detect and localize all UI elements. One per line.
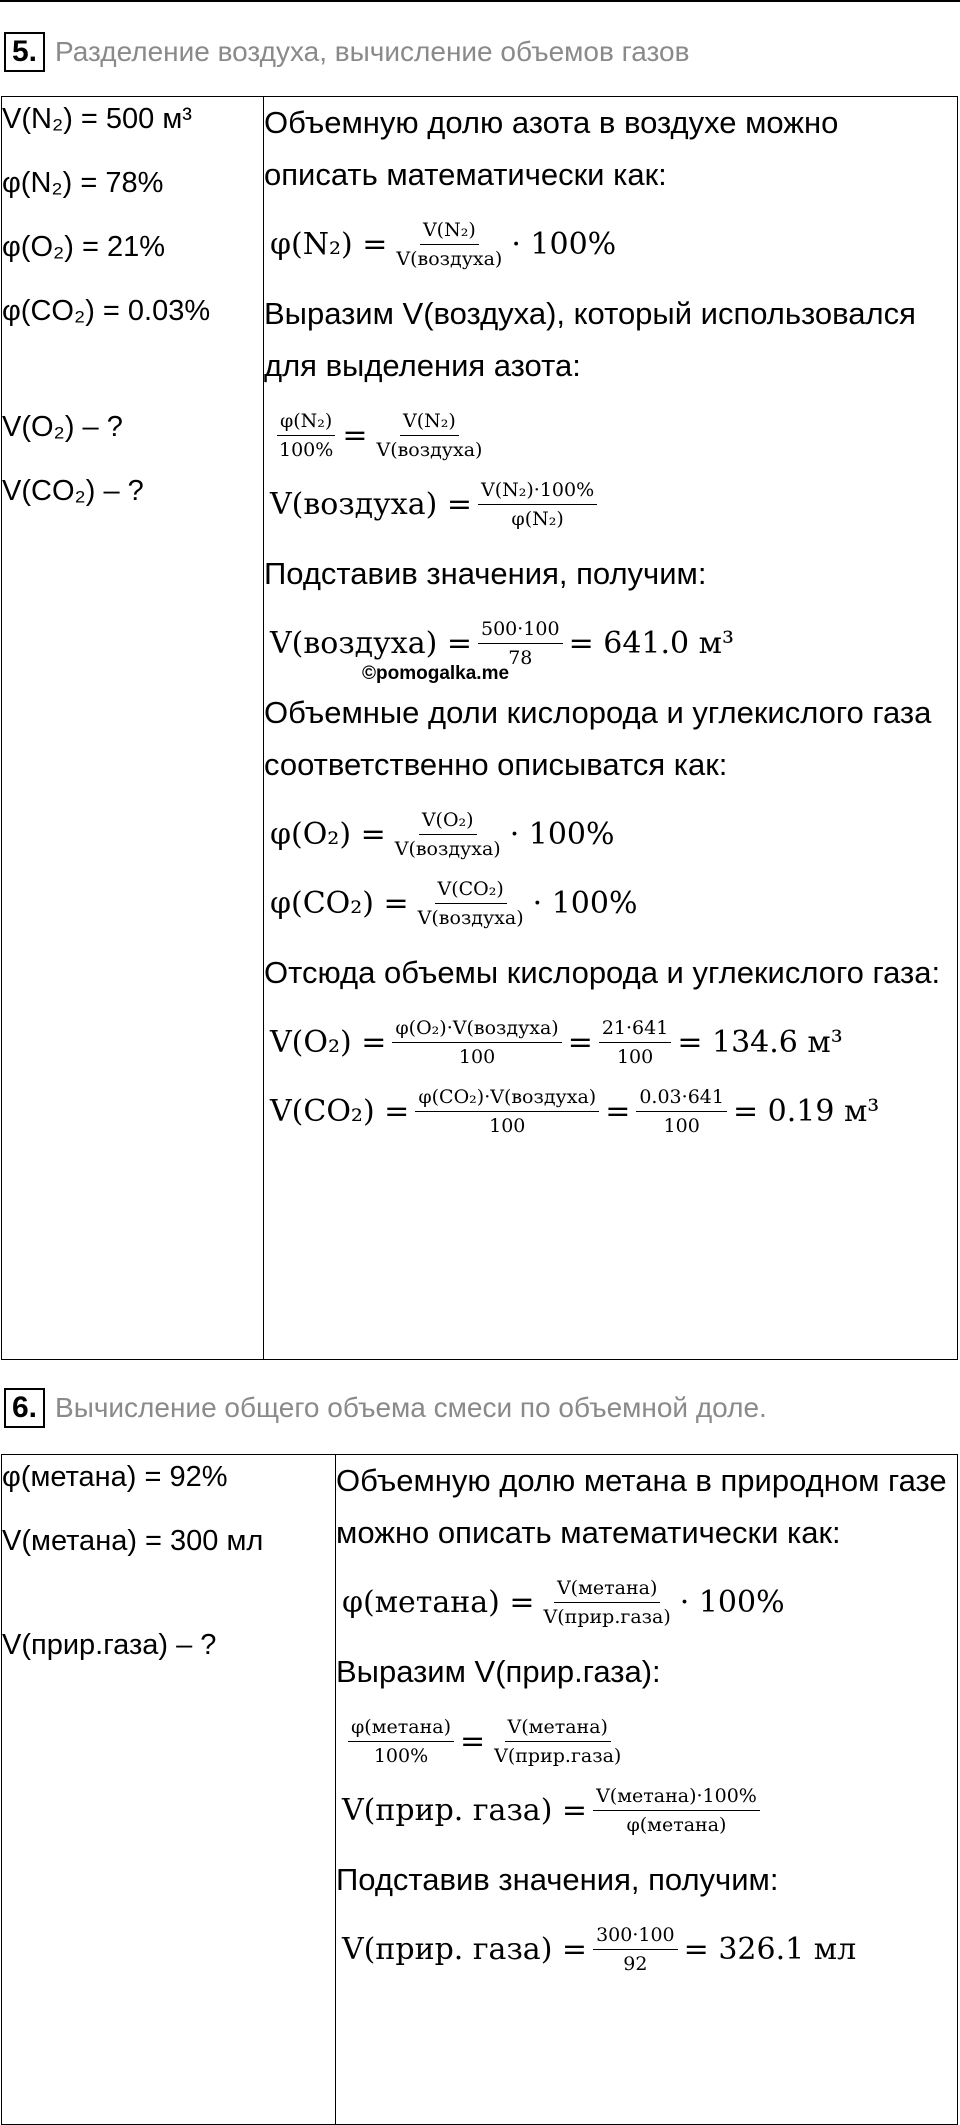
fraction [393, 219, 505, 270]
section-6-header [4, 1384, 767, 1432]
formula-rhs: · 100% [532, 886, 638, 921]
given-item: φ(O₂) = 21% [2, 231, 166, 263]
fraction [478, 618, 563, 669]
fraction [593, 1785, 760, 1836]
watermark: ©pomogalka.me [362, 663, 510, 684]
formula [270, 410, 957, 461]
numerator: 500·100 [478, 618, 563, 644]
equals-sign: = [342, 418, 368, 453]
formula [342, 1716, 957, 1767]
solution-text: Подставив значения, получим: [264, 556, 707, 591]
given-item: V(метана) = 300 мл [2, 1525, 264, 1557]
denominator: 100% [373, 1745, 429, 1767]
denominator: V(воздуха) [396, 248, 503, 270]
fraction [478, 479, 597, 530]
fraction [415, 878, 527, 929]
denominator: V(прир.газа) [494, 1745, 622, 1767]
numerator: φ(метана) [348, 1716, 454, 1742]
formula [342, 1785, 957, 1836]
section-5-title: Разделение воздуха, вычисление объемов газов [55, 36, 690, 67]
fraction [491, 1716, 624, 1767]
numerator: 0.03·641 [636, 1086, 727, 1112]
formula [270, 1086, 957, 1137]
denominator: V(воздуха) [417, 907, 524, 929]
numerator: V(N₂) [400, 410, 459, 436]
denominator: 78 [508, 647, 533, 669]
formula [342, 1577, 957, 1628]
formula-rhs: · 100% [679, 1585, 785, 1620]
section-6-number: 6. [4, 1388, 45, 1428]
denominator: φ(N₂) [511, 508, 564, 530]
numerator: φ(O₂)·V(воздуха) [392, 1017, 561, 1043]
formula-lhs: φ(метана) = [342, 1585, 535, 1620]
numerator: V(CO₂) [435, 878, 507, 904]
denominator: 92 [623, 1953, 648, 1975]
formula-rhs: = 326.1 мл [683, 1932, 857, 1967]
find-item: V(прир.газа) – ? [2, 1629, 217, 1661]
find-item: V(O₂) – ? [2, 411, 123, 443]
task-6-given [2, 1455, 336, 2125]
denominator: φ(метана) [626, 1814, 727, 1836]
given-item: V(N₂) = 500 м³ [2, 103, 192, 135]
fraction [348, 1716, 454, 1767]
fraction [392, 809, 504, 860]
fraction [593, 1924, 678, 1975]
denominator: V(воздуха) [376, 439, 483, 461]
given-item: φ(N₂) = 78% [2, 167, 164, 199]
formula-lhs: φ(CO₂) = [270, 886, 409, 921]
formula-lhs: V(прир. газа) = [342, 1932, 588, 1967]
numerator: 300·100 [593, 1924, 678, 1950]
formula [342, 1924, 957, 1975]
formula-rhs: = 0.19 м³ [732, 1094, 880, 1129]
formula-lhs: φ(O₂) = [270, 817, 386, 852]
denominator: V(прир.газа) [543, 1606, 671, 1628]
numerator: V(N₂)·100% [478, 479, 597, 505]
denominator: 100% [279, 439, 334, 461]
task-6-solution [336, 1455, 958, 2125]
fraction [599, 1017, 671, 1068]
section-6-title: Вычисление общего объема смеси по объемной доле. [55, 1392, 767, 1423]
fraction [415, 1086, 599, 1137]
fraction [392, 1017, 561, 1068]
formula [270, 1017, 957, 1068]
formula [270, 618, 957, 669]
formula-rhs: · 100% [511, 227, 617, 262]
section-5-number: 5. [4, 32, 45, 72]
task-5-given [2, 97, 264, 1360]
formula-lhs: V(O₂) = [270, 1025, 387, 1060]
denominator: 100 [489, 1115, 526, 1137]
find-item: V(CO₂) – ? [2, 475, 144, 507]
numerator: V(метана)·100% [593, 1785, 760, 1811]
formula-rhs: = 641.0 м³ [568, 626, 735, 661]
denominator: V(воздуха) [394, 838, 501, 860]
formula-lhs: V(CO₂) = [270, 1094, 410, 1129]
solution-text: Объемную долю азота в воздухе можно описать математически как: [264, 105, 839, 192]
fraction [541, 1577, 674, 1628]
numerator: φ(N₂) [277, 410, 335, 436]
fraction [276, 410, 336, 461]
solution-text: Объемные доли кислорода и углекислого газа соответственно описыватся как: [264, 695, 932, 782]
denominator: 100 [663, 1115, 700, 1137]
equals-sign: = [605, 1094, 631, 1129]
numerator: V(O₂) [419, 809, 477, 835]
top-rule [0, 0, 960, 2]
task-5-table [1, 96, 958, 1360]
solution-text: Выразим V(прир.газа): [336, 1654, 661, 1689]
solution-text: Отсюда объемы кислорода и углекислого газа: [264, 955, 941, 990]
formula-lhs: φ(N₂) = [270, 227, 388, 262]
fraction [373, 410, 485, 461]
equals-sign: = [567, 1025, 593, 1060]
denominator: 100 [616, 1046, 654, 1068]
numerator: V(N₂) [420, 219, 479, 245]
formula-rhs: = 134.6 м³ [677, 1025, 843, 1060]
formula [270, 219, 957, 270]
formula-rhs: · 100% [509, 817, 615, 852]
formula [270, 479, 957, 530]
fraction [636, 1086, 727, 1137]
task-6-table [1, 1454, 958, 2125]
formula [270, 809, 957, 860]
numerator: V(метана) [554, 1577, 660, 1603]
solution-text: Объемную долю метана в природном газе можно описать математически как: [336, 1463, 947, 1550]
given-item: φ(CO₂) = 0.03% [2, 295, 211, 327]
formula-lhs: V(воздуха) = [270, 626, 472, 661]
formula-lhs: V(прир. газа) = [342, 1793, 588, 1828]
formula [270, 878, 957, 929]
numerator: 21·641 [599, 1017, 671, 1043]
task-5-solution [264, 97, 958, 1360]
given-item: φ(метана) = 92% [2, 1461, 228, 1493]
numerator: V(метана) [505, 1716, 611, 1742]
section-5-header [4, 28, 689, 76]
equals-sign: = [459, 1724, 486, 1759]
formula-lhs: V(воздуха) = [270, 487, 472, 522]
solution-text: Подставив значения, получим: [336, 1862, 779, 1897]
solution-text: Выразим V(воздуха), который использовался для выделения азота: [264, 296, 916, 383]
numerator: φ(CO₂)·V(воздуха) [415, 1086, 599, 1112]
denominator: 100 [458, 1046, 496, 1068]
